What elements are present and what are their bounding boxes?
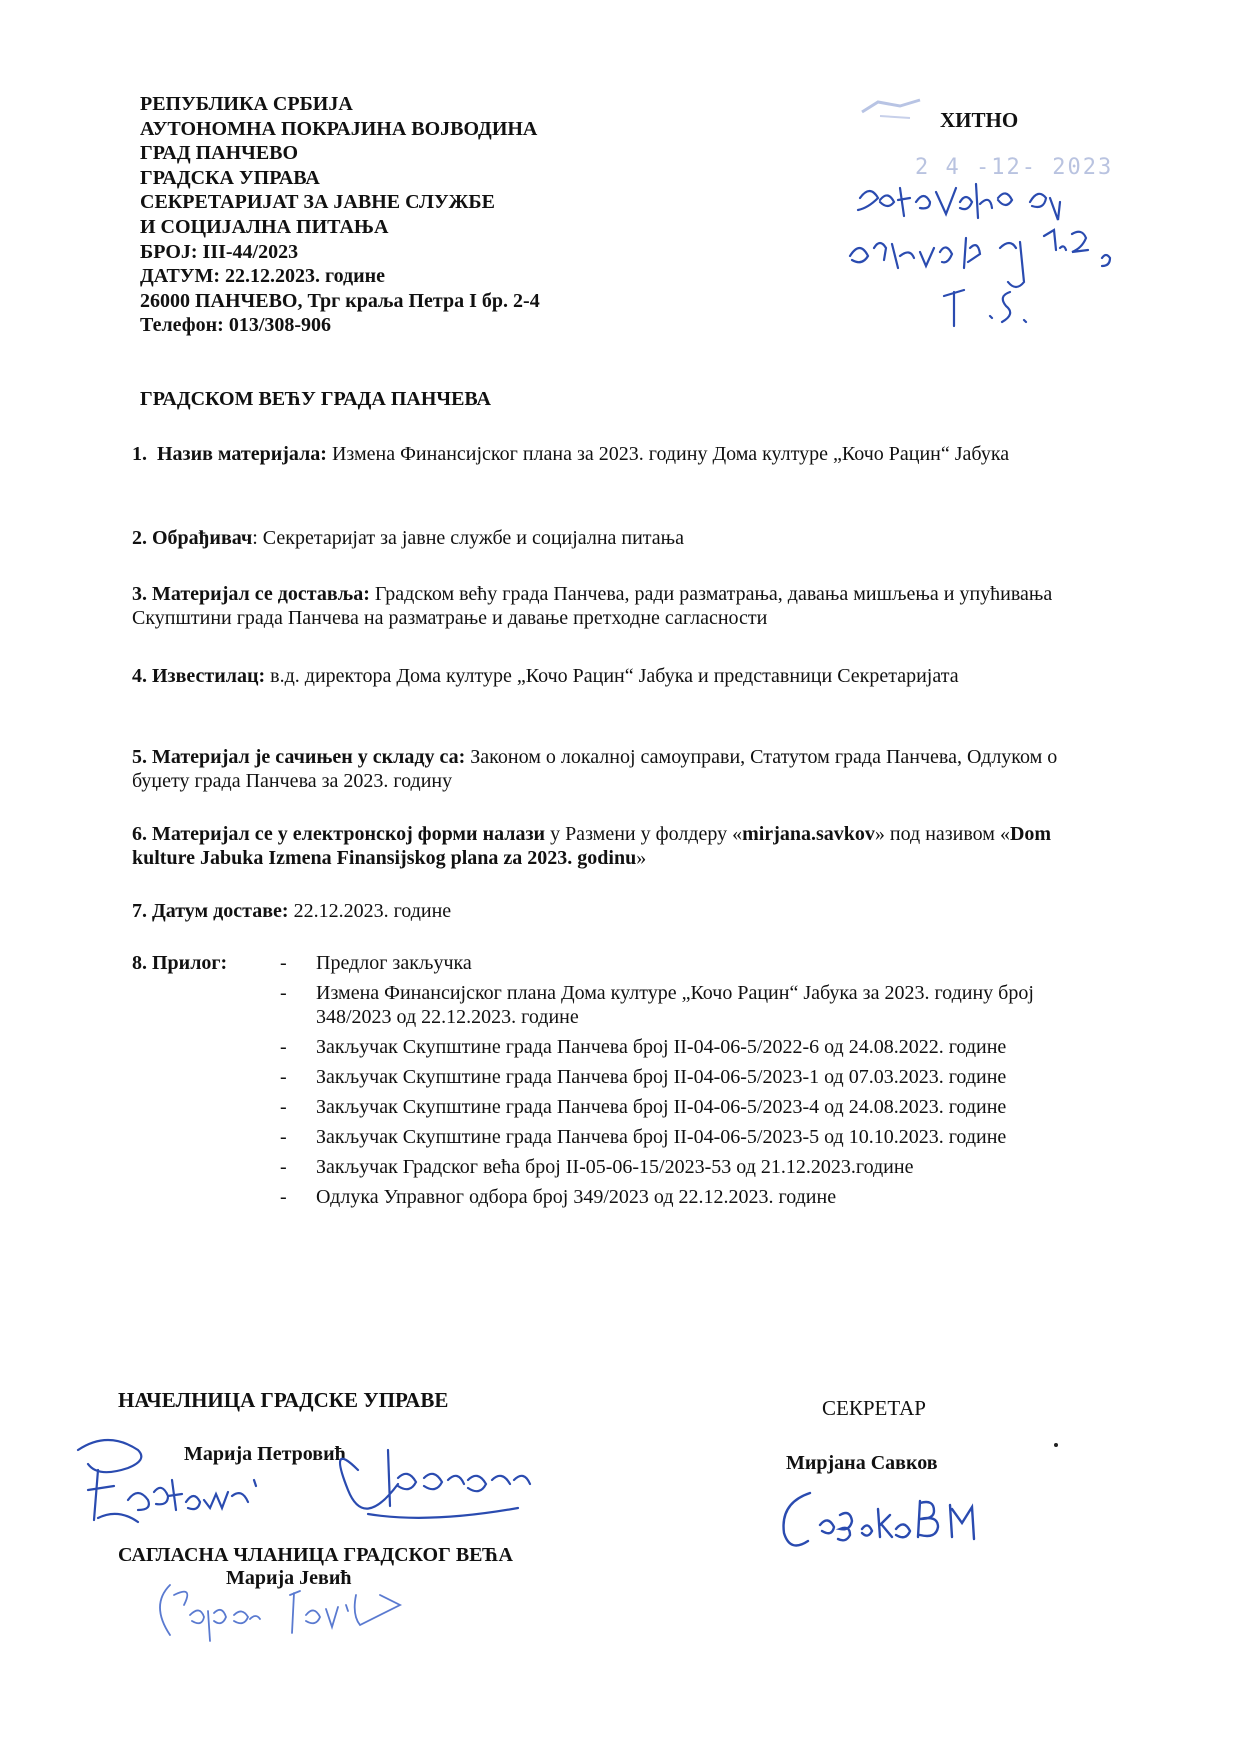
council-member-signature	[150, 1565, 450, 1655]
secretary-signature	[770, 1485, 1020, 1565]
item-text: Измена Финансијског плана за 2023. годину Дома културе „Кочо Рацин“ Јабука	[326, 443, 1010, 465]
item-text: Законом о локалној самоуправи, Статутом града Панчева, Одлуком о буџету града Панчева за 2023. годину	[132, 746, 1058, 792]
secretary-title: СЕКРЕТАР	[822, 1396, 926, 1420]
item-text: у Размени у фолдеру «	[545, 823, 743, 845]
dash-bullet: -	[280, 1126, 287, 1148]
document-number: БРОЈ: III-44/2023	[140, 240, 299, 263]
item-text: в.д. директора Дома културе „Кочо Рацин“ Јабука и представници Секретаријата	[265, 665, 959, 687]
document-date: ДАТУМ: 22.12.2023. године	[140, 265, 386, 288]
handwritten-note	[840, 178, 1170, 338]
item-text: Градском већу града Панчева, ради разматрања, давања мишљења и упућивања Скупштини града Панчева на разматрање и давање претходне сагласности	[132, 583, 1053, 629]
item-electronic-location	[132, 822, 1092, 870]
secretary-name: Мирјана Савков	[786, 1452, 938, 1474]
item-label: Материјал се у електронској форми налази	[152, 823, 546, 845]
council-member-name: Марија Јевић	[226, 1567, 352, 1589]
header-line: АУТОНОМНА ПОКРАЈИНА ВОЈВОДИНА	[140, 117, 538, 140]
list-item	[280, 981, 1100, 1029]
list-item	[280, 1035, 1100, 1059]
dash-bullet: -	[280, 952, 287, 974]
item-number: 7.	[132, 900, 147, 922]
attachment-text: Предлог закључка	[316, 952, 472, 974]
item-text: 22.12.2023. године	[288, 900, 452, 922]
item-number: 1.	[132, 443, 147, 465]
header-line: РЕПУБЛИКА СРБИЈА	[140, 93, 353, 115]
attachment-text: Закључак Градског већа број II-05-06-15/2023-53 од 21.12.2023.године	[316, 1156, 914, 1178]
received-stamp	[860, 92, 930, 136]
header-line: СЕКРЕТАРИЈАТ ЗА ЈАВНЕ СЛУЖБЕ	[140, 191, 495, 214]
item-number: 3.	[132, 583, 147, 605]
item-text: »	[636, 847, 647, 869]
dash-bullet: -	[280, 1066, 287, 1088]
item-label: Датум доставе:	[152, 900, 289, 922]
attachment-text: Закључак Скупштине града Панчева број II-04-06-5/2023-4 од 24.08.2023. године	[316, 1096, 1007, 1118]
item-text: » под називом «	[874, 823, 1010, 845]
list-item	[280, 1125, 1100, 1149]
stamp-mark-icon	[860, 92, 930, 132]
item-label: Обрађивач	[152, 527, 253, 549]
header-line: ГРАД ПАНЧЕВО	[140, 142, 299, 165]
attachment-text: Измена Финансијског плана Дома културе „Кочо Рацин“ Јабука за 2023. годину број 348/2023 од 22.12.2023. године	[316, 982, 1034, 1028]
head-of-administration-title: НАЧЕЛНИЦА ГРАДСКЕ УПРАВЕ	[118, 1388, 449, 1412]
issuer-phone: Телефон: 013/308-906	[140, 314, 332, 337]
attachments-list	[280, 951, 1100, 1215]
dash-bullet: -	[280, 1036, 287, 1058]
attachment-text: Одлука Управног одбора број 349/2023 од 22.12.2023. године	[316, 1186, 837, 1208]
list-item	[280, 1155, 1100, 1179]
stamp-date: 2 4 -12- 2023	[915, 155, 1114, 180]
attachment-text: Закључак Скупштине града Панчева број II-04-06-5/2023-5 од 10.10.2023. године	[316, 1126, 1007, 1148]
header-line: ГРАДСКА УПРАВА	[140, 166, 320, 189]
list-item	[280, 1065, 1100, 1089]
item-material-name	[132, 442, 1124, 466]
item-reporter	[132, 664, 1092, 688]
attachments-label: 8. Прилог:	[132, 952, 228, 974]
item-delivery-date	[132, 899, 1092, 923]
item-number: 2.	[132, 527, 147, 549]
issuer-header	[140, 92, 540, 338]
item-label: Материјал је сачињен у складу са:	[152, 746, 466, 768]
list-item	[280, 951, 1100, 975]
item-label: Материјал се доставља:	[152, 583, 370, 605]
dash-bullet: -	[280, 1156, 287, 1178]
file-name: Dom kulture Jabuka Izmena Finansijskog plana za 2023. godinu	[132, 823, 1052, 869]
list-item	[280, 1095, 1100, 1119]
issuer-address: 26000 ПАНЧЕВО, Трг краља Петра I бр. 2-4	[140, 289, 540, 312]
handwritten-note-signature	[840, 178, 1170, 338]
item-text: : Секретаријат за јавне службе и социјална питања	[252, 527, 685, 549]
recipient: ГРАДСКОМ ВЕЋУ ГРАДА ПАНЧЕВА	[140, 388, 491, 410]
item-delivered-to	[132, 582, 1092, 630]
folder-name: mirjana.savkov	[742, 823, 875, 845]
attachment-text: Закључак Скупштине града Панчева број II-04-06-5/2022-6 од 24.08.2022. године	[316, 1036, 1007, 1058]
item-label: Назив материјала:	[157, 443, 327, 465]
item-number: 4.	[132, 665, 147, 687]
ink-dot	[1054, 1443, 1058, 1447]
council-member-title: САГЛАСНА ЧЛАНИЦА ГРАДСКОГ ВЕЋА	[118, 1544, 513, 1566]
list-item	[280, 1185, 1100, 1209]
item-legal-basis	[132, 745, 1092, 793]
item-label: Известилац:	[152, 665, 266, 687]
dash-bullet: -	[280, 982, 287, 1004]
head-of-administration-signature	[68, 1430, 568, 1540]
item-number: 5.	[132, 746, 147, 768]
header-line: И СОЦИЈАЛНА ПИТАЊА	[140, 215, 389, 238]
dash-bullet: -	[280, 1096, 287, 1118]
item-number: 6.	[132, 823, 147, 845]
urgent-label: ХИТНО	[940, 108, 1019, 132]
head-of-administration-name: Марија Петровић	[184, 1443, 346, 1465]
attachments-section	[132, 951, 1034, 1208]
attachment-text: Закључак Скупштине града Панчева број II-04-06-5/2023-1 од 07.03.2023. године	[316, 1066, 1007, 1088]
dash-bullet: -	[280, 1186, 287, 1208]
item-processor	[132, 526, 1092, 550]
